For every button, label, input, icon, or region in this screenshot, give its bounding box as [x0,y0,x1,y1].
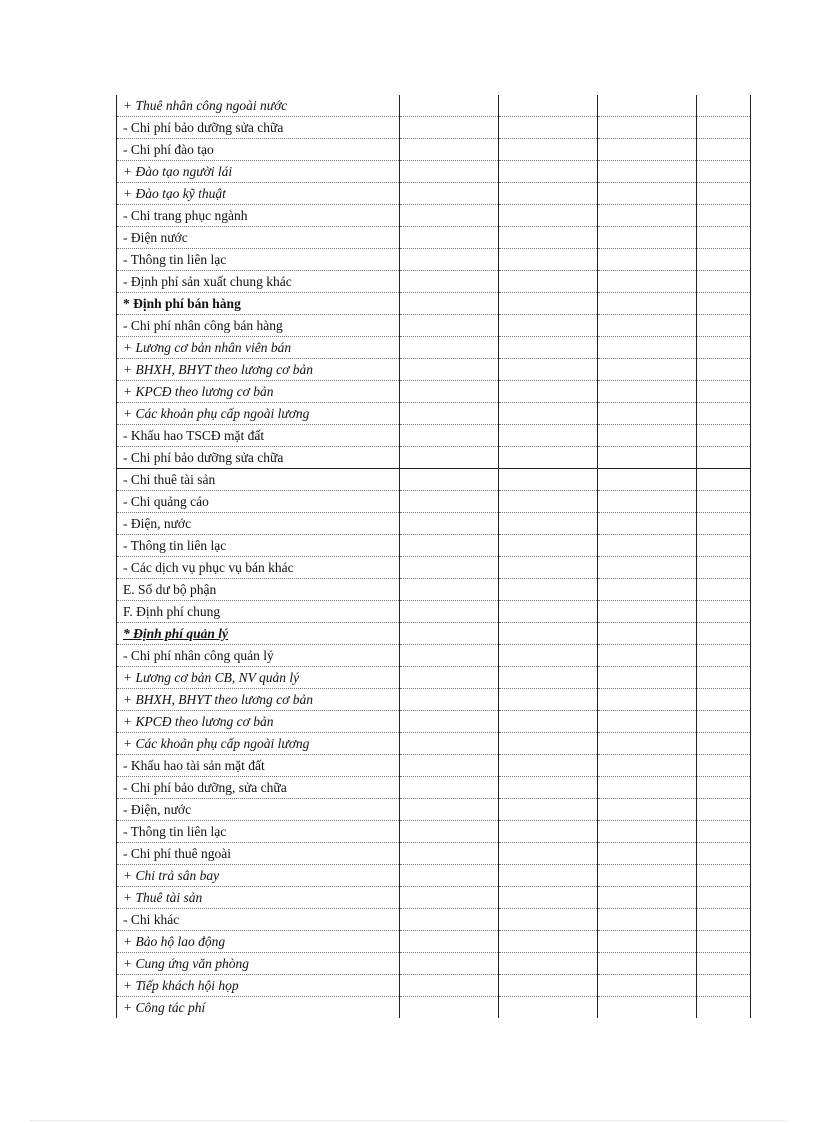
row-label: + Các khoản phụ cấp ngoài lương [117,733,400,755]
table-row [117,293,751,315]
value-cell-3 [598,601,697,623]
row-label: + KPCĐ theo lương cơ bản [117,711,400,733]
row-label: - Điện nước [117,227,400,249]
row-label: + Công tác phí [117,997,400,1019]
value-cell-3 [598,667,697,689]
table-row [117,95,751,117]
value-cell-3 [598,557,697,579]
row-label: + Tiếp khách hội họp [117,975,400,997]
value-cell-4 [697,271,751,293]
row-label: - Chi phí thuê ngoài [117,843,400,865]
value-cell-2 [499,117,598,139]
row-label: + Cung ứng văn phòng [117,953,400,975]
value-cell-1 [400,645,499,667]
row-label: - Định phí sản xuất chung khác [117,271,400,293]
table-row [117,733,751,755]
value-cell-4 [697,689,751,711]
value-cell-3 [598,381,697,403]
value-cell-3 [598,975,697,997]
row-label: + Thuê tài sản [117,887,400,909]
row-label: - Khấu hao tài sản mặt đất [117,755,400,777]
table-row [117,843,751,865]
value-cell-2 [499,469,598,491]
value-cell-1 [400,755,499,777]
value-cell-1 [400,205,499,227]
row-label: * Định phí quản lý [117,623,400,645]
value-cell-1 [400,315,499,337]
row-label: + Bảo hộ lao động [117,931,400,953]
table-row [117,315,751,337]
value-cell-1 [400,227,499,249]
value-cell-2 [499,403,598,425]
value-cell-4 [697,777,751,799]
row-label: + BHXH, BHYT theo lương cơ bản [117,359,400,381]
value-cell-4 [697,645,751,667]
value-cell-3 [598,733,697,755]
table-row [117,975,751,997]
value-cell-3 [598,293,697,315]
value-cell-2 [499,271,598,293]
value-cell-2 [499,249,598,271]
table-row [117,205,751,227]
table-row [117,491,751,513]
value-cell-3 [598,821,697,843]
value-cell-2 [499,293,598,315]
row-label: - Chi phí bảo dưỡng sửa chữa [117,117,400,139]
value-cell-4 [697,381,751,403]
value-cell-1 [400,975,499,997]
cost-table [116,95,751,1018]
row-label: - Chi phí nhân công quản lý [117,645,400,667]
table-row [117,161,751,183]
value-cell-4 [697,205,751,227]
value-cell-3 [598,249,697,271]
value-cell-2 [499,799,598,821]
table-row [117,601,751,623]
row-label: - Thông tin liên lạc [117,535,400,557]
value-cell-2 [499,777,598,799]
value-cell-3 [598,689,697,711]
value-cell-3 [598,953,697,975]
value-cell-3 [598,799,697,821]
value-cell-2 [499,491,598,513]
row-label: + Đào tạo kỹ thuật [117,183,400,205]
row-label: + Đào tạo người lái [117,161,400,183]
value-cell-1 [400,733,499,755]
value-cell-1 [400,271,499,293]
value-cell-1 [400,491,499,513]
value-cell-3 [598,623,697,645]
value-cell-4 [697,535,751,557]
row-label: + Thuê nhân công ngoài nước [117,95,400,117]
value-cell-4 [697,733,751,755]
table-row [117,931,751,953]
value-cell-2 [499,205,598,227]
value-cell-4 [697,95,751,117]
table-row [117,425,751,447]
value-cell-2 [499,711,598,733]
value-cell-4 [697,931,751,953]
value-cell-4 [697,755,751,777]
table-row [117,821,751,843]
value-cell-1 [400,513,499,535]
value-cell-2 [499,95,598,117]
table-row [117,359,751,381]
table-row [117,909,751,931]
row-label: - Chi trang phục ngành [117,205,400,227]
table-row [117,447,751,469]
value-cell-1 [400,601,499,623]
value-cell-3 [598,535,697,557]
value-cell-4 [697,887,751,909]
value-cell-4 [697,513,751,535]
value-cell-1 [400,447,499,469]
value-cell-2 [499,645,598,667]
table-row [117,645,751,667]
value-cell-1 [400,249,499,271]
value-cell-3 [598,645,697,667]
value-cell-2 [499,689,598,711]
table-row [117,535,751,557]
value-cell-2 [499,931,598,953]
table-row [117,887,751,909]
value-cell-4 [697,249,751,271]
value-cell-2 [499,425,598,447]
value-cell-4 [697,843,751,865]
row-label: - Thông tin liên lạc [117,249,400,271]
value-cell-4 [697,821,751,843]
value-cell-3 [598,469,697,491]
table-row [117,469,751,491]
value-cell-1 [400,381,499,403]
table-row [117,777,751,799]
row-label: F. Định phí chung [117,601,400,623]
table-row [117,139,751,161]
value-cell-2 [499,447,598,469]
value-cell-4 [697,953,751,975]
value-cell-4 [697,579,751,601]
value-cell-1 [400,865,499,887]
row-label: - Chi phí đào tạo [117,139,400,161]
value-cell-4 [697,491,751,513]
table-row [117,271,751,293]
table-row [117,579,751,601]
value-cell-1 [400,557,499,579]
value-cell-4 [697,403,751,425]
value-cell-1 [400,469,499,491]
value-cell-3 [598,513,697,535]
value-cell-3 [598,843,697,865]
value-cell-3 [598,887,697,909]
value-cell-2 [499,601,598,623]
row-label: + Lương cơ bản nhân viên bán [117,337,400,359]
value-cell-4 [697,909,751,931]
table-row [117,865,751,887]
value-cell-1 [400,843,499,865]
value-cell-2 [499,909,598,931]
value-cell-4 [697,997,751,1019]
value-cell-2 [499,953,598,975]
value-cell-2 [499,579,598,601]
row-label: - Chi phí bảo dưỡng sửa chữa [117,447,400,469]
value-cell-3 [598,227,697,249]
value-cell-3 [598,139,697,161]
value-cell-2 [499,975,598,997]
value-cell-1 [400,359,499,381]
value-cell-1 [400,117,499,139]
row-label: - Các dịch vụ phục vụ bán khác [117,557,400,579]
value-cell-1 [400,667,499,689]
value-cell-3 [598,755,697,777]
value-cell-4 [697,711,751,733]
value-cell-3 [598,865,697,887]
value-cell-1 [400,183,499,205]
value-cell-3 [598,315,697,337]
value-cell-2 [499,381,598,403]
value-cell-3 [598,579,697,601]
table-row [117,403,751,425]
table-row [117,227,751,249]
value-cell-4 [697,799,751,821]
value-cell-1 [400,139,499,161]
value-cell-4 [697,623,751,645]
value-cell-3 [598,95,697,117]
value-cell-1 [400,95,499,117]
table-body [117,95,751,1018]
value-cell-2 [499,997,598,1019]
row-label: + Chi trả sân bay [117,865,400,887]
row-label: + Lương cơ bản CB, NV quản lý [117,667,400,689]
value-cell-4 [697,865,751,887]
row-label: - Khấu hao TSCĐ mặt đất [117,425,400,447]
value-cell-3 [598,403,697,425]
value-cell-1 [400,403,499,425]
value-cell-1 [400,337,499,359]
value-cell-2 [499,535,598,557]
value-cell-4 [697,359,751,381]
table-row [117,711,751,733]
value-cell-4 [697,139,751,161]
table-row [117,249,751,271]
value-cell-2 [499,667,598,689]
value-cell-2 [499,513,598,535]
value-cell-1 [400,997,499,1019]
value-cell-2 [499,887,598,909]
value-cell-2 [499,337,598,359]
value-cell-1 [400,953,499,975]
value-cell-3 [598,491,697,513]
value-cell-4 [697,667,751,689]
row-label: - Thông tin liên lạc [117,821,400,843]
value-cell-4 [697,315,751,337]
value-cell-3 [598,425,697,447]
value-cell-2 [499,227,598,249]
value-cell-3 [598,909,697,931]
value-cell-1 [400,821,499,843]
value-cell-1 [400,909,499,931]
value-cell-2 [499,755,598,777]
row-label: - Chi khác [117,909,400,931]
value-cell-2 [499,865,598,887]
value-cell-1 [400,579,499,601]
value-cell-4 [697,557,751,579]
value-cell-4 [697,337,751,359]
value-cell-1 [400,931,499,953]
row-label: - Chi thuê tài sản [117,469,400,491]
value-cell-1 [400,161,499,183]
value-cell-4 [697,183,751,205]
value-cell-3 [598,337,697,359]
value-cell-3 [598,271,697,293]
value-cell-1 [400,623,499,645]
value-cell-3 [598,931,697,953]
value-cell-4 [697,161,751,183]
value-cell-3 [598,777,697,799]
value-cell-2 [499,183,598,205]
value-cell-4 [697,227,751,249]
value-cell-4 [697,975,751,997]
row-label: * Định phí bán hàng [117,293,400,315]
value-cell-3 [598,359,697,381]
value-cell-2 [499,315,598,337]
value-cell-2 [499,359,598,381]
value-cell-2 [499,557,598,579]
value-cell-4 [697,293,751,315]
row-label: + Các khoản phụ cấp ngoài lương [117,403,400,425]
table-row [117,557,751,579]
value-cell-1 [400,425,499,447]
value-cell-3 [598,997,697,1019]
row-label: E. Số dư bộ phận [117,579,400,601]
table-row [117,381,751,403]
value-cell-1 [400,535,499,557]
table-row [117,953,751,975]
page-bottom-rule [30,1120,786,1121]
row-label: - Điện, nước [117,513,400,535]
value-cell-1 [400,887,499,909]
table-row [117,799,751,821]
value-cell-3 [598,161,697,183]
value-cell-2 [499,843,598,865]
value-cell-3 [598,117,697,139]
table-row [117,667,751,689]
value-cell-4 [697,447,751,469]
row-label: - Chi phí nhân công bán hàng [117,315,400,337]
value-cell-2 [499,161,598,183]
value-cell-4 [697,601,751,623]
value-cell-3 [598,205,697,227]
value-cell-2 [499,623,598,645]
value-cell-3 [598,711,697,733]
value-cell-1 [400,799,499,821]
table-row [117,183,751,205]
table-row [117,513,751,535]
value-cell-3 [598,447,697,469]
row-label: - Điện, nước [117,799,400,821]
table-row [117,337,751,359]
table-row [117,689,751,711]
row-label: + BHXH, BHYT theo lương cơ bản [117,689,400,711]
row-label: - Chi quảng cáo [117,491,400,513]
value-cell-4 [697,117,751,139]
table-row [117,117,751,139]
table-row [117,997,751,1019]
value-cell-2 [499,821,598,843]
row-label: - Chi phí bảo dưỡng, sửa chữa [117,777,400,799]
value-cell-3 [598,183,697,205]
value-cell-1 [400,293,499,315]
row-label: + KPCĐ theo lương cơ bản [117,381,400,403]
table-row [117,755,751,777]
value-cell-2 [499,139,598,161]
value-cell-4 [697,425,751,447]
value-cell-4 [697,469,751,491]
table-row [117,623,751,645]
value-cell-1 [400,711,499,733]
value-cell-2 [499,733,598,755]
value-cell-1 [400,777,499,799]
value-cell-1 [400,689,499,711]
